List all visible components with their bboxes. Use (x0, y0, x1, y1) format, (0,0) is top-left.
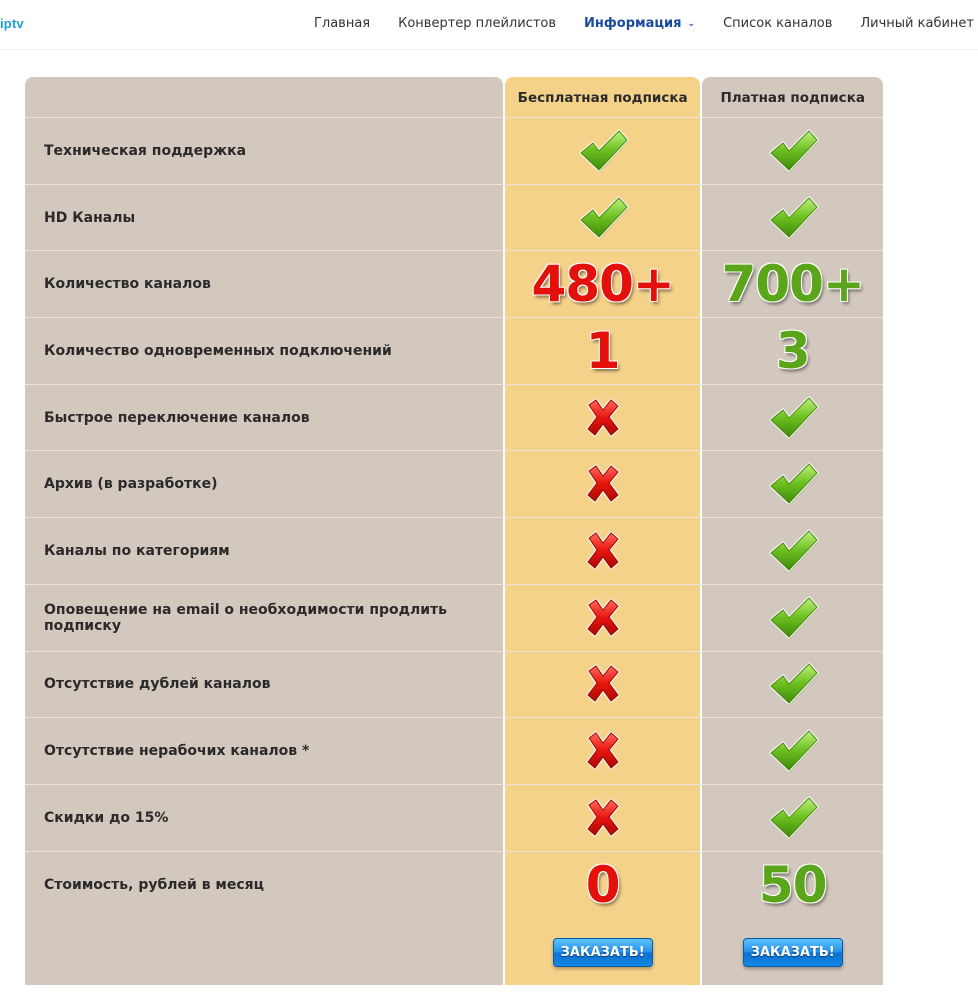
check-icon (577, 128, 629, 174)
free-value-cell (505, 451, 701, 517)
paid-value-cell (702, 318, 883, 384)
paid-value-text: 3 (775, 321, 810, 380)
paid-value-cell (702, 785, 883, 851)
order-row-label-cell (25, 918, 503, 985)
header-free-cell (505, 77, 701, 117)
paid-value-cell (702, 852, 883, 919)
subscription-comparison-table (25, 77, 883, 985)
paid-value-cell (702, 451, 883, 517)
main-nav (286, 0, 974, 46)
feature-label: Техническая поддержка (25, 118, 503, 184)
header-label-cell (25, 77, 503, 117)
check-icon (767, 195, 819, 241)
table-row (25, 718, 883, 785)
free-value-cell (505, 718, 701, 784)
table-row (25, 385, 883, 452)
order-paid-cell (702, 918, 883, 985)
order-paid-button[interactable]: ЗАКАЗАТЬ! (743, 938, 843, 967)
check-icon (767, 728, 819, 774)
table-row (25, 585, 883, 652)
table-row (25, 318, 883, 385)
feature-label: Количество каналов (25, 251, 503, 317)
free-value-cell (505, 318, 701, 384)
cross-icon (583, 462, 623, 506)
check-icon (767, 461, 819, 507)
feature-label: Отсутствие нерабочих каналов * (25, 718, 503, 784)
table-row (25, 118, 883, 185)
free-value-cell (505, 385, 701, 451)
table-row (25, 451, 883, 518)
free-value-cell (505, 518, 701, 584)
check-icon (767, 395, 819, 441)
free-value-text: 480+ (531, 255, 674, 314)
paid-value-cell (702, 652, 883, 718)
order-row (25, 918, 883, 985)
cross-icon (583, 662, 623, 706)
paid-value-cell (702, 385, 883, 451)
cross-icon (583, 396, 623, 440)
check-icon (767, 795, 819, 841)
nav-item-information-label: Информация (584, 15, 682, 31)
feature-label: Быстрое переключение каналов (25, 385, 503, 451)
feature-label: Отсутствие дублей каналов (25, 652, 503, 718)
paid-value-cell (702, 718, 883, 784)
order-free-button[interactable]: ЗАКАЗАТЬ! (553, 938, 653, 967)
paid-value-text: 700+ (721, 255, 864, 314)
paid-value-text: 50 (758, 855, 827, 914)
table-header-row (25, 77, 883, 118)
paid-value-cell (702, 118, 883, 184)
free-value-cell (505, 652, 701, 718)
cross-icon (583, 796, 623, 840)
table-row (25, 785, 883, 852)
chevron-down-icon: ⌄ (687, 18, 696, 29)
feature-label: Архив (в разработке) (25, 451, 503, 517)
check-icon (577, 195, 629, 241)
nav-item-home[interactable]: Главная (313, 15, 371, 31)
table-row (25, 251, 883, 318)
cross-icon (583, 596, 623, 640)
check-icon (767, 661, 819, 707)
nav-item-personal-account[interactable]: Личный кабинет (860, 15, 974, 31)
check-icon (767, 128, 819, 174)
free-value-cell (505, 185, 701, 251)
site-logo[interactable]: iptv (0, 16, 24, 31)
free-value-text: 1 (585, 321, 620, 380)
table-row (25, 652, 883, 719)
feature-label: Скидки до 15% (25, 785, 503, 851)
table-row (25, 518, 883, 585)
paid-value-cell (702, 251, 883, 317)
feature-label: Количество одновременных подключений (25, 318, 503, 384)
feature-label: Каналы по категориям (25, 518, 503, 584)
cross-icon (583, 529, 623, 573)
free-value-text: 0 (585, 855, 620, 914)
paid-value-cell (702, 518, 883, 584)
paid-subscription-heading: Платная подписка (720, 90, 865, 106)
free-value-cell (505, 251, 701, 317)
nav-item-playlist-converter[interactable]: Конвертер плейлистов (398, 15, 557, 31)
table-row (25, 852, 883, 919)
top-navigation-bar (0, 0, 978, 50)
header-paid-cell (702, 77, 883, 117)
cross-icon (583, 729, 623, 773)
free-value-cell (505, 785, 701, 851)
check-icon (767, 595, 819, 641)
order-free-cell (505, 918, 701, 985)
free-value-cell (505, 118, 701, 184)
free-subscription-heading: Бесплатная подписка (517, 90, 688, 106)
feature-label: Оповещение на email о необходимости продлить подписку (25, 585, 503, 651)
feature-label: HD Каналы (25, 185, 503, 251)
table-row (25, 185, 883, 252)
check-icon (767, 528, 819, 574)
nav-item-information[interactable] (584, 16, 695, 31)
feature-label: Стоимость, рублей в месяц (25, 852, 503, 919)
paid-value-cell (702, 185, 883, 251)
free-value-cell (505, 852, 701, 919)
nav-item-channel-list[interactable]: Список каналов (723, 15, 833, 31)
free-value-cell (505, 585, 701, 651)
paid-value-cell (702, 585, 883, 651)
